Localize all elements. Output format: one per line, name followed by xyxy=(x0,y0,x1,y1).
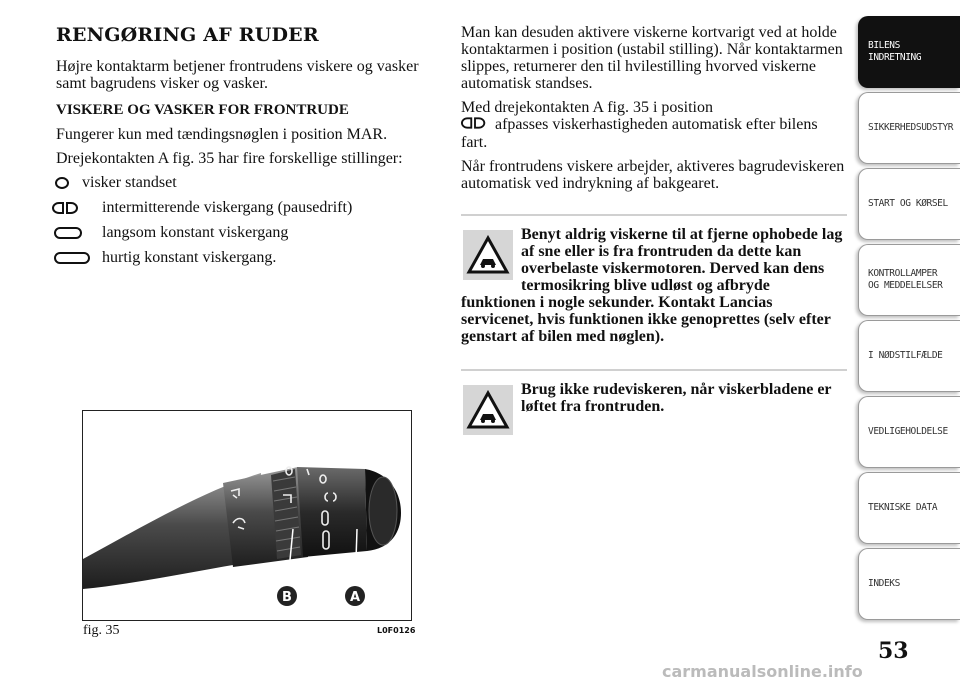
position-label: hurtig konstant viskergang. xyxy=(102,249,277,266)
wiper-slow-icon xyxy=(52,226,92,240)
right-column xyxy=(461,24,847,439)
warning-divider xyxy=(461,369,847,371)
tab-start-og-korsel[interactable]: START OG KØRSEL xyxy=(858,168,960,240)
warning-block-snow xyxy=(461,226,847,345)
figure-caption: fig. 35 xyxy=(83,623,120,638)
position-item-fast xyxy=(56,249,442,266)
warning-triangle-icon xyxy=(463,230,513,280)
tab-bilens-indretning[interactable]: BILENS INDRETNING xyxy=(858,16,960,88)
warning-triangle-icon xyxy=(463,385,513,435)
warning-divider xyxy=(461,214,847,216)
paragraph-momentary: Man kan desuden aktivere viskerne kortvarigt ved at holde kontaktarmen i position (ustabil stilling). Når kontaktarmen slippes, returnerer den til hvilestilling hvorved viskerne automatisk standses. xyxy=(461,24,843,92)
position-item-slow xyxy=(56,224,442,241)
tab-sikkerhedsudstyr[interactable]: SIKKERHEDSUDSTYR xyxy=(858,92,960,164)
tab-vedligeholdelse[interactable]: VEDLIGEHOLDELSE xyxy=(858,396,960,468)
auto-speed-text-a: Med drejekontakten A fig. 35 i position xyxy=(461,99,713,116)
warning-block-lifted xyxy=(461,381,847,415)
auto-speed-text-b: afpasses viskerhastigheden automatisk efter bilens fart. xyxy=(461,116,818,152)
tab-tekniske-data[interactable]: TEKNISKE DATA xyxy=(858,472,960,544)
wiper-intermittent-icon xyxy=(52,201,92,215)
warning-text-lifted: Brug ikke rudeviskeren, når viskerbladene er løftet fra frontruden. xyxy=(521,381,832,416)
tab-nodstilfaelde[interactable]: I NØDSTILFÆLDE xyxy=(858,320,960,392)
intro-paragraph: Højre kontaktarm betjener frontrudens viskere og vasker samt bagrudens visker og vasker. xyxy=(56,58,419,92)
position-item-off xyxy=(56,174,442,191)
figure-code: L0F0126 xyxy=(377,626,416,635)
callout-b: B xyxy=(282,590,292,605)
paragraph-ignition: Fungerer kun med tændingsnøglen i position MAR. xyxy=(56,126,388,143)
wiper-intermittent-icon xyxy=(461,116,491,134)
warning-text-snow: Benyt aldrig viskerne til at fjerne ophobede lag af sne eller is fra frontruden da dette kan overbelaste viskermotoren. Derved kan dens termosikring blive udløst og afbryde funktionen i nogle sekunder. Kontakt Lancias servicenet, hvis funktionen ikke genoprettes (selv efter genstart af bilen med nøglen). xyxy=(461,226,843,346)
position-item-intermittent xyxy=(56,199,442,216)
position-label: langsom konstant viskergang xyxy=(102,224,289,241)
tab-indeks[interactable]: INDEKS xyxy=(858,548,960,620)
callout-a: A xyxy=(349,590,361,605)
watermark: carmanualsonline.info xyxy=(662,662,863,681)
wiper-off-icon xyxy=(52,176,78,190)
figure-wiper-stalk xyxy=(82,410,412,621)
wiper-stalk-illustration xyxy=(83,411,412,621)
position-label: intermitterende viskergang (pausedrift) xyxy=(102,199,353,216)
paragraph-positions: Drejekontakten A fig. 35 har fire forskellige stillinger: xyxy=(56,150,403,167)
position-label: visker standset xyxy=(82,174,177,191)
chapter-tabs xyxy=(858,16,960,624)
page-number: 53 xyxy=(878,638,909,664)
paragraph-rear-wiper: Når frontrudens viskere arbejder, aktiveres bagrudeviskeren automatisk ved indrykning af bakgearet. xyxy=(461,158,845,193)
tab-kontrollamper[interactable]: KONTROLLAMPER OG MEDDELELSER xyxy=(858,244,960,316)
subheading: VISKERE OG VASKER FOR FRONTRUDE xyxy=(56,102,349,118)
wiper-fast-icon xyxy=(52,251,96,265)
section-title: RENGØRING AF RUDER xyxy=(56,24,319,46)
paragraph-auto-speed xyxy=(461,99,847,151)
left-column xyxy=(56,24,442,274)
